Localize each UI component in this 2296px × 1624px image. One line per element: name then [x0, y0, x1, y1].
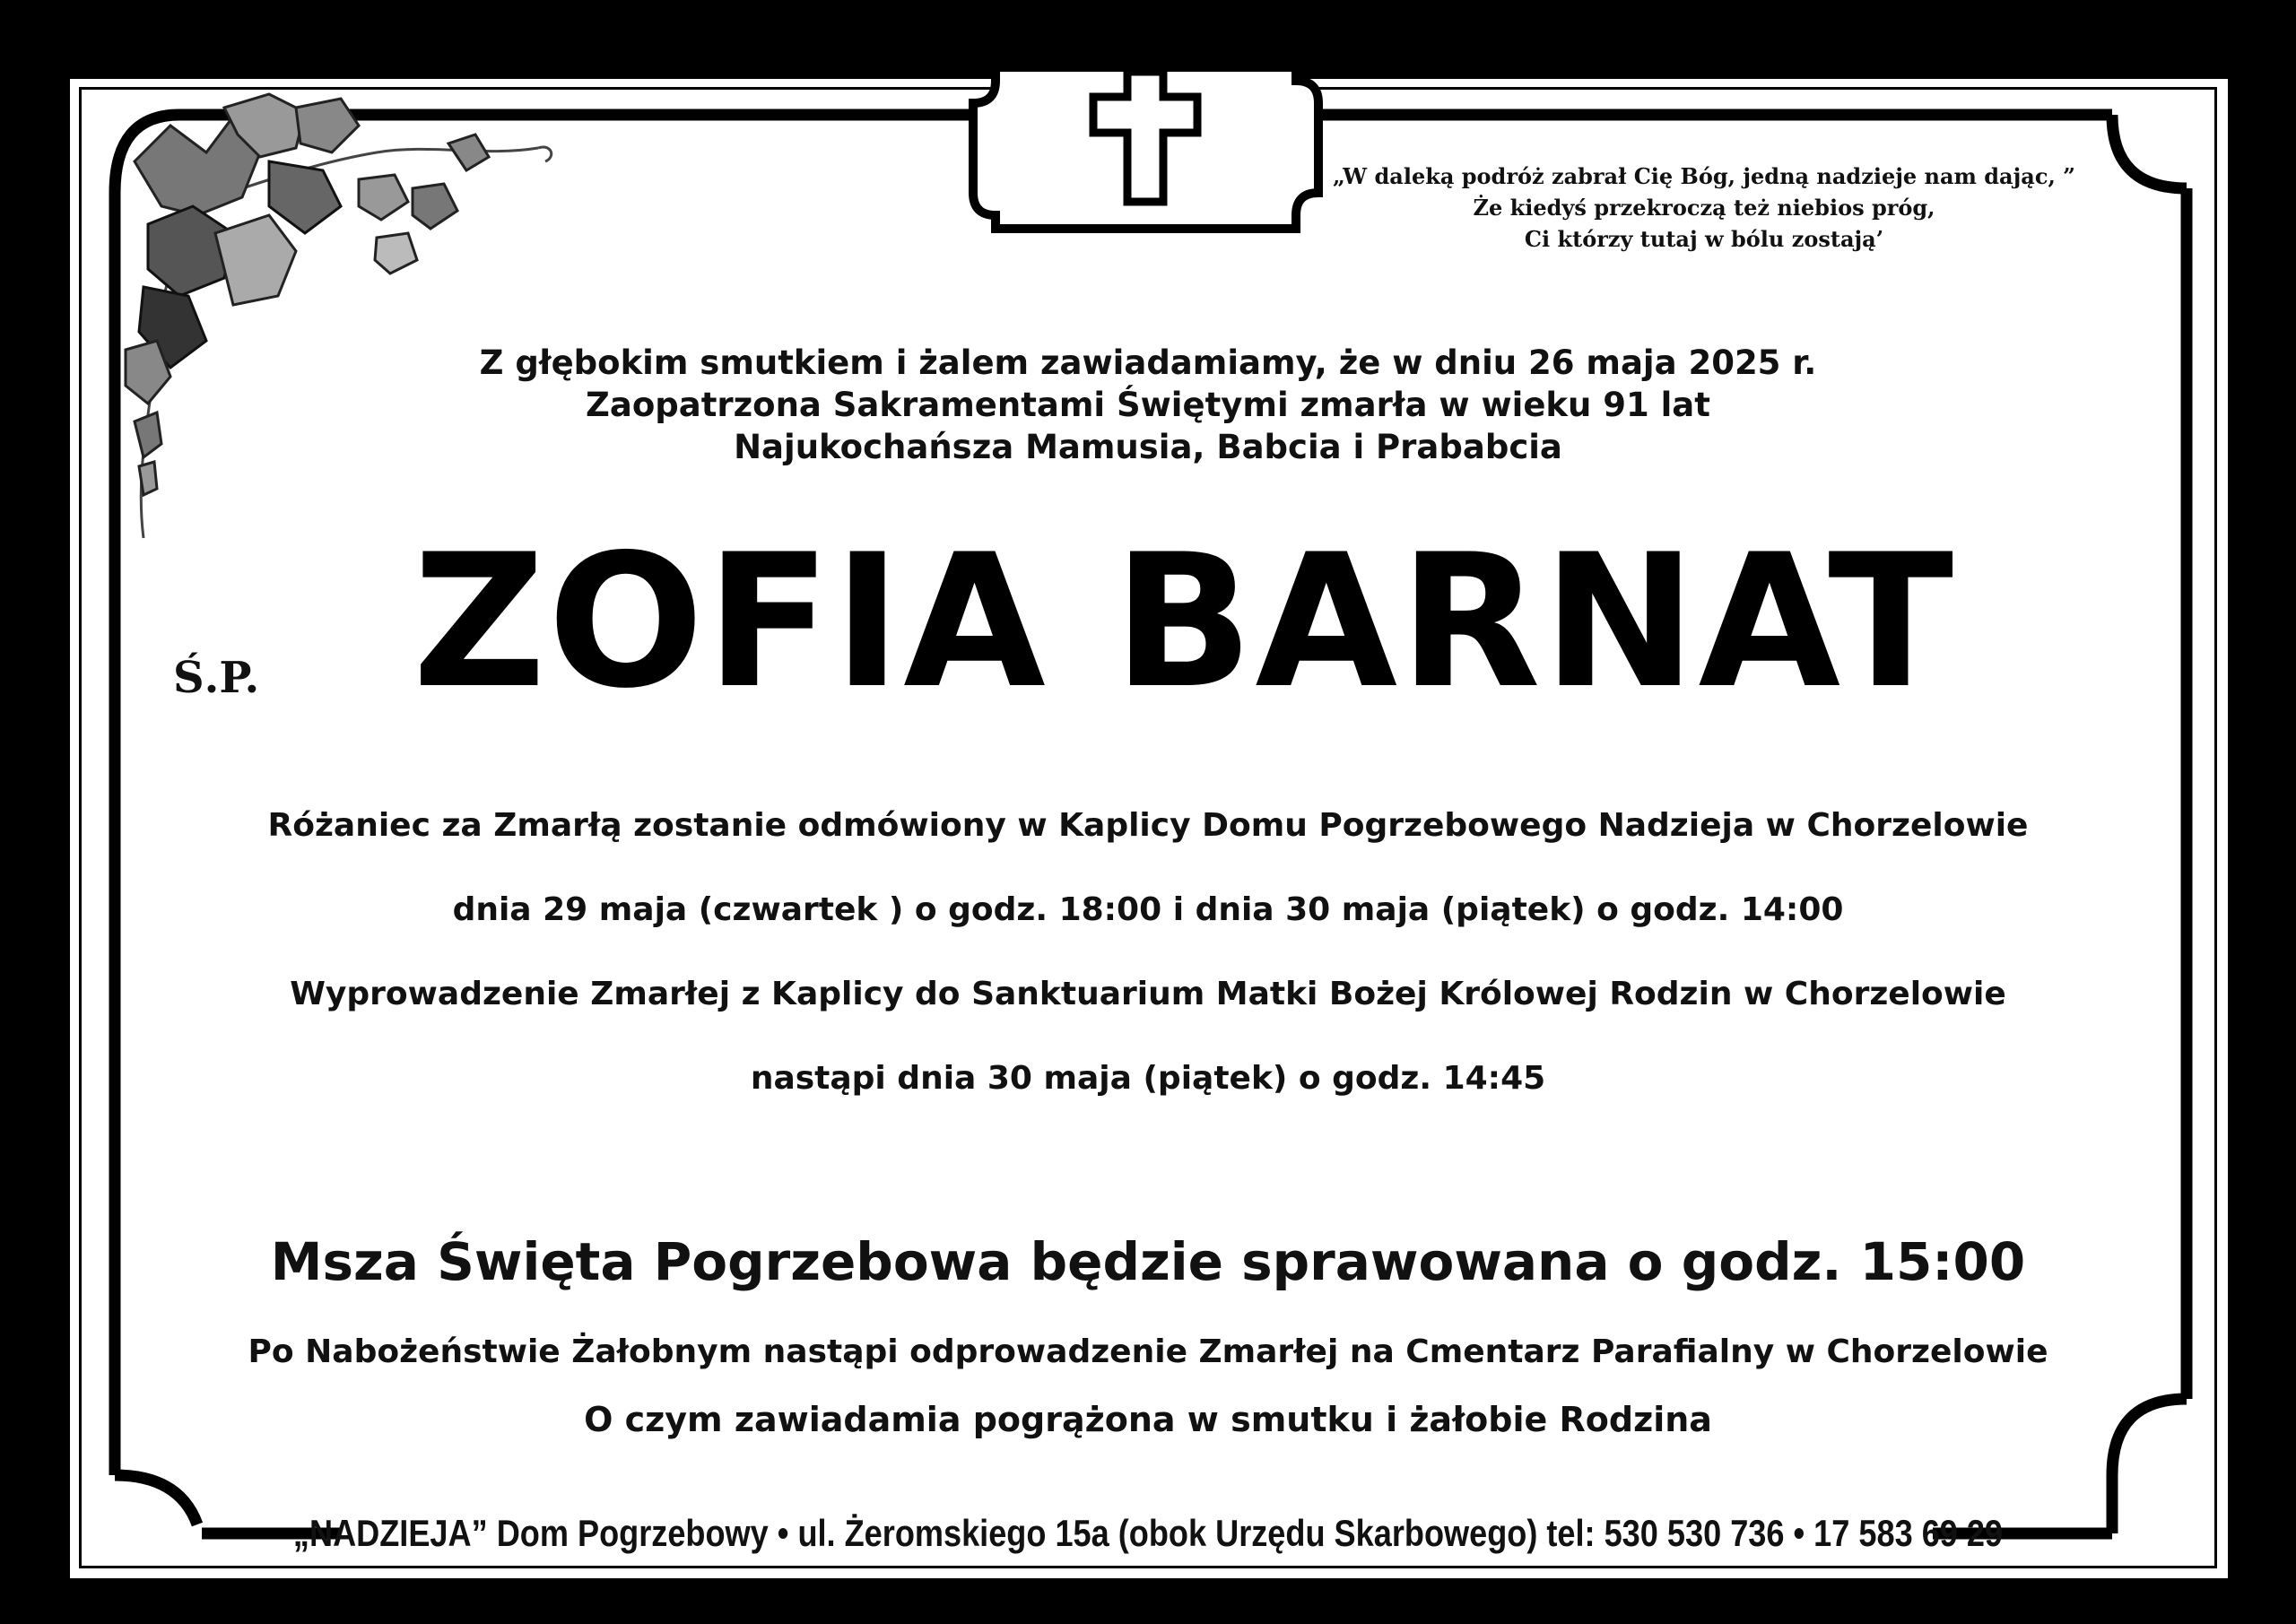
floral-ornament-icon	[126, 94, 552, 538]
closing-line-2: O czym zawiadamia pogrążona w smutku i żałobie Rodzina	[584, 1400, 1712, 1439]
schedule-line-4: nastąpi dnia 30 maja (piątek) o godz. 14:45	[750, 1060, 1546, 1097]
poem-line-2: Że kiedyś przekroczą też niebios próg,	[1473, 195, 1935, 221]
schedule-line-2: dnia 29 maja (czwartek ) o godz. 18:00 i dnia 30 maja (piątek) o godz. 14:00	[452, 891, 1844, 928]
prefix-sp: Ś.P.	[173, 653, 260, 703]
schedule-line-3: Wyprowadzenie Zmarłej z Kaplicy do Sanktuarium Matki Bożej Królowej Rodzin w Chorzelowie	[290, 976, 2006, 1012]
poem-line-1: „W daleką podróż zabrał Cię Bóg, jedną nadzieje nam dając, ”	[1333, 163, 2075, 189]
funeral-mass-announcement: Msza Święta Pogrzebowa będzie sprawowana o godz. 15:00	[270, 1231, 2026, 1292]
deceased-name: ZOFIA BARNAT	[412, 516, 1956, 729]
intro-line-2: Zaopatrzona Sakramentami Świętymi zmarła w wieku 91 lat	[586, 386, 1710, 424]
closing-line-1: Po Nabożeństwie Żałobnym nastąpi odprowadzenie Zmarłej na Cmentarz Parafialny w Chorzelowie	[248, 1333, 2048, 1370]
funeral-home-footer: „NADZIEJA” Dom Pogrzebowy • ul. Żeromskiego 15a (obok Urzędu Skarbowego) tel: 530 530 736 • 17 583 69 29	[292, 1512, 2004, 1554]
intro-line-3: Najukochańsza Mamusia, Babcia i Prababcia	[734, 428, 1562, 466]
schedule-line-1: Różaniec za Zmarłą zostanie odmówiony w Kaplicy Domu Pogrzebowego Nadzieja w Chorzelowie	[267, 807, 2029, 844]
poem-line-3: Ci którzy tutaj w bólu zostają’	[1524, 226, 1884, 252]
intro-line-1: Z głębokim smutkiem i żalem zawiadamiamy, że w dniu 26 maja 2025 r.	[479, 343, 1817, 382]
